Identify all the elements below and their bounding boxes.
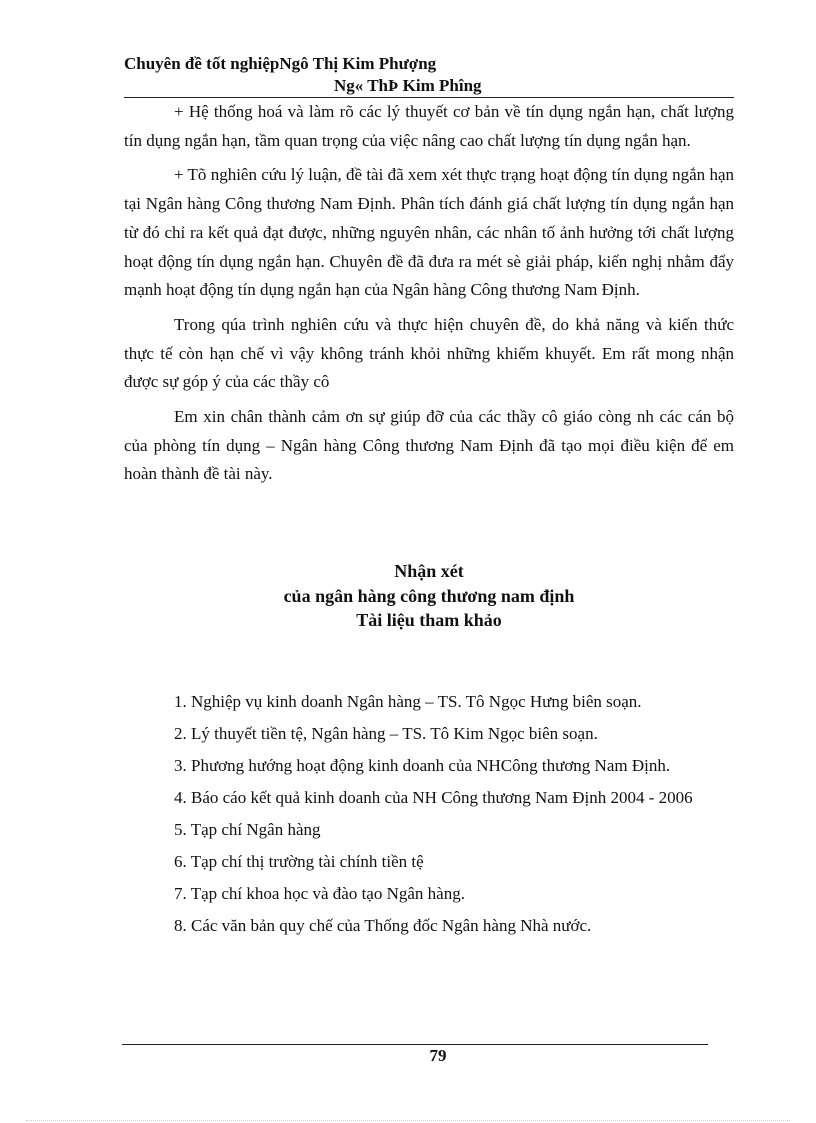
header-title: Chuyên đề tốt nghiệpNgô Thị Kim Phượng xyxy=(124,54,437,73)
paragraph: Trong qúa trình nghiên cứu và thực hiện chuyên đề, do khả năng và kiến thức thực tế còn hạn chế vì vậy không tránh khỏi những khiếm khuyết. Em rất mong nhận được sự góp ý của các thầy cô xyxy=(124,314,734,392)
reference-item: 1. Nghiệp vụ kinh doanh Ngân hàng – TS. Tô Ngọc Hưng biên soạn. xyxy=(174,692,642,711)
reference-item: 7. Tạp chí khoa học và đào tạo Ngân hàng. xyxy=(174,884,465,903)
paragraph: + Tõ nghiên cứu lý luận, đề tài đã xem xét thực trạng hoạt động tín dụng ngắn hạn tại Ngân hàng Công thương Nam Định. Phân tích đánh giá chất lượng tín dụng ngắn hạn từ đó chỉ ra kết quả đạt được, những nguyên nhân, các nhân tố ảnh hưởng tới chất lượng hoạt động tín dụng ngắn hạn. Chuyên đề đã đưa ra mét sè giải pháp, kiến nghị nhằm đẩy mạnh hoạt động tín dụng ngắn hạn của Ngân hàng Công thương Nam Định. xyxy=(124,165,734,300)
page-header xyxy=(124,54,734,100)
section-title-references: Tài liệu tham khảo xyxy=(356,610,502,630)
body-text xyxy=(124,98,734,489)
reference-item: 4. Báo cáo kết quả kinh doanh của NH Công thương Nam Định 2004 - 2006 xyxy=(174,788,693,807)
reference-item: 6. Tạp chí thị trường tài chính tiền tệ xyxy=(174,852,424,871)
section-subtitle-bank: của ngân hàng công thương nam định xyxy=(283,586,575,606)
page-number: 79 xyxy=(429,1046,447,1065)
reference-item: 8. Các văn bản quy chế của Thống đốc Ngân hàng Nhà nước. xyxy=(174,916,592,935)
paragraph: Em xin chân thành cảm ơn sự giúp đỡ của các thầy cô giáo còng nh các cán bộ của phòng tín dụng – Ngân hàng Công thương Nam Định đã tạo mọi điều kiện để em hoàn thành đề tài này. xyxy=(124,407,734,484)
reference-list xyxy=(124,686,734,941)
reference-item: 3. Phương hướng hoạt động kinh doanh của NHCông thương Nam Định. xyxy=(174,756,671,775)
paragraph: + Hệ thống hoá và làm rõ các lý thuyết cơ bản về tín dụng ngắn hạn, chất lượng tín dụng ngắn hạn, tầm quan trọng của việc nâng cao chất lượng tín dụng ngắn hạn. xyxy=(124,102,734,150)
reference-item: 2. Lý thuyết tiền tệ, Ngân hàng – TS. Tô Kim Ngọc biên soạn. xyxy=(174,724,598,743)
header-author-legacy: Ng« ThÞ Kim Phîng xyxy=(334,76,482,95)
page-bottom-border xyxy=(26,1120,790,1121)
footer-divider xyxy=(122,1044,708,1045)
reference-item: 5. Tạp chí Ngân hàng xyxy=(174,820,321,839)
section-title-remarks: Nhận xét xyxy=(394,561,464,581)
